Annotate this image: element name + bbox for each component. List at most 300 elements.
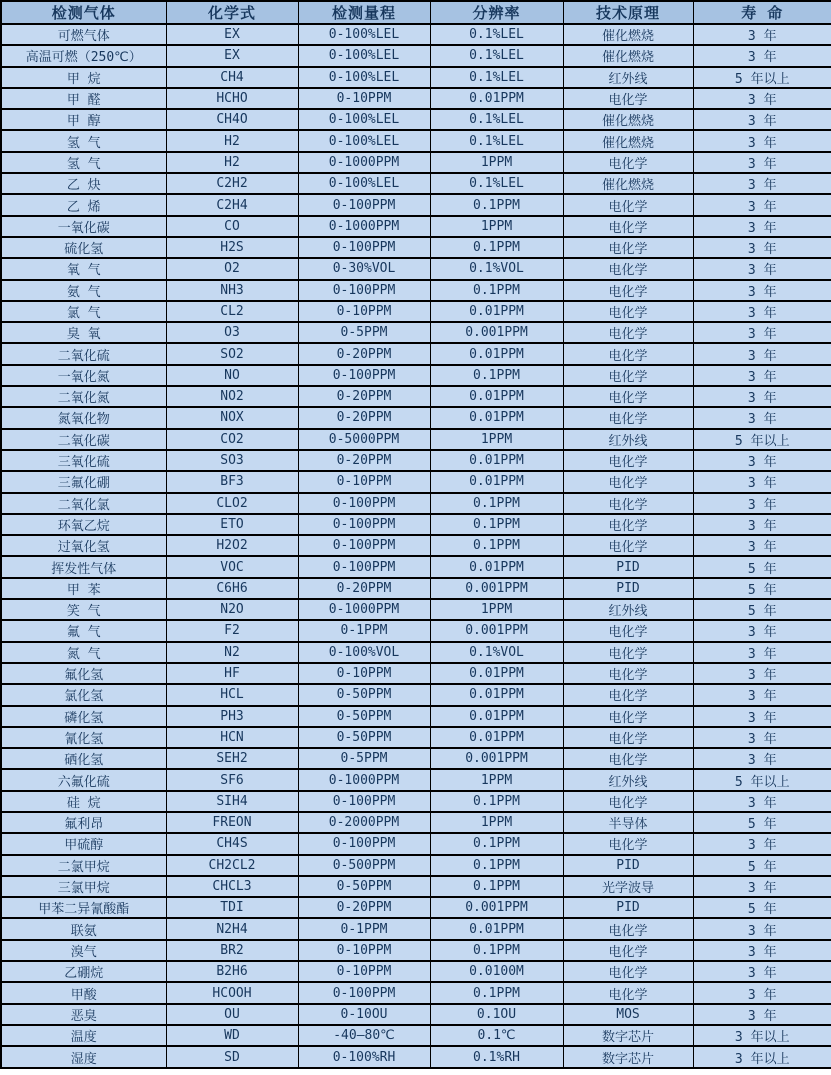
table-cell: 0.001PPM — [430, 322, 563, 343]
table-cell: 电化学 — [563, 88, 693, 109]
table-cell: 氨 气 — [1, 280, 166, 301]
table-row — [1, 706, 831, 727]
table-cell: WD — [166, 1025, 298, 1046]
table-cell: 3 年 — [693, 365, 831, 386]
table-cell: 0.01PPM — [430, 663, 563, 684]
table-cell: 三氧化硫 — [1, 450, 166, 471]
table-cell: 0.1OU — [430, 1004, 563, 1025]
table-cell: H2 — [166, 130, 298, 151]
table-row — [1, 812, 831, 833]
table-cell: 0.0100M — [430, 961, 563, 982]
table-row — [1, 493, 831, 514]
table-cell: 3 年 — [693, 940, 831, 961]
table-cell: 0-100%LEL — [298, 109, 430, 130]
table-cell: 电化学 — [563, 322, 693, 343]
table-cell: 3 年 — [693, 961, 831, 982]
table-cell: 电化学 — [563, 918, 693, 939]
table-cell: 氰化氢 — [1, 727, 166, 748]
table-cell: 0-50PPM — [298, 684, 430, 705]
table-cell: 溴气 — [1, 940, 166, 961]
table-cell: 0-50PPM — [298, 876, 430, 897]
table-cell: 0-100PPM — [298, 556, 430, 577]
table-cell: 半导体 — [563, 812, 693, 833]
table-cell: 氮 气 — [1, 642, 166, 663]
table-cell: 0-1PPM — [298, 918, 430, 939]
column-header-lifespan: 寿 命 — [693, 1, 831, 24]
table-cell: 3 年 — [693, 322, 831, 343]
table-cell: 0-100%LEL — [298, 130, 430, 151]
table-row — [1, 45, 831, 66]
table-cell: 甲 烷 — [1, 67, 166, 88]
table-cell: 0-50PPM — [298, 727, 430, 748]
table-cell: NO — [166, 365, 298, 386]
table-cell: 0.01PPM — [430, 684, 563, 705]
table-cell: 0-1PPM — [298, 620, 430, 641]
table-cell: 过氧化氢 — [1, 535, 166, 556]
table-cell: PH3 — [166, 706, 298, 727]
table-cell: 电化学 — [563, 450, 693, 471]
table-cell: H2S — [166, 237, 298, 258]
table-row — [1, 24, 831, 45]
table-row — [1, 940, 831, 961]
table-row — [1, 88, 831, 109]
table-cell: 数字芯片 — [563, 1046, 693, 1068]
table-cell: 1PPM — [430, 812, 563, 833]
table-cell: 0-100PPM — [298, 833, 430, 854]
table-cell: 3 年 — [693, 130, 831, 151]
table-cell: 温度 — [1, 1025, 166, 1046]
table-cell: 3 年 — [693, 727, 831, 748]
table-cell: 0-10PPM — [298, 471, 430, 492]
table-cell: 0-100%RH — [298, 1046, 430, 1068]
table-row — [1, 301, 831, 322]
table-cell: 0-20PPM — [298, 343, 430, 364]
table-cell: 甲 醇 — [1, 109, 166, 130]
table-cell: 0-30%VOL — [298, 258, 430, 279]
table-cell: OU — [166, 1004, 298, 1025]
table-cell: 硅 烷 — [1, 791, 166, 812]
table-cell: 二氧化硫 — [1, 343, 166, 364]
table-cell: 0-100PPM — [298, 194, 430, 215]
table-cell: 电化学 — [563, 706, 693, 727]
table-cell: 0-10PPM — [298, 961, 430, 982]
table-cell: 甲 醛 — [1, 88, 166, 109]
table-cell: 3 年 — [693, 258, 831, 279]
table-cell: 0.01PPM — [430, 88, 563, 109]
table-cell: 数字芯片 — [563, 1025, 693, 1046]
table-cell: 1PPM — [430, 216, 563, 237]
table-cell: 0.1PPM — [430, 280, 563, 301]
table-cell: 二氧化碳 — [1, 429, 166, 450]
table-cell: 1PPM — [430, 769, 563, 790]
table-cell: 3 年 — [693, 663, 831, 684]
table-cell: 0.1PPM — [430, 791, 563, 812]
table-cell: 0.01PPM — [430, 706, 563, 727]
table-cell: FREON — [166, 812, 298, 833]
table-cell: 1PPM — [430, 152, 563, 173]
table-cell: CO — [166, 216, 298, 237]
table-row — [1, 429, 831, 450]
table-row — [1, 173, 831, 194]
table-cell: 电化学 — [563, 493, 693, 514]
table-cell: 3 年 — [693, 535, 831, 556]
table-cell: 0.01PPM — [430, 386, 563, 407]
column-header-principle: 技术原理 — [563, 1, 693, 24]
table-cell: 0.1%VOL — [430, 258, 563, 279]
table-row — [1, 130, 831, 151]
table-cell: 氮氧化物 — [1, 407, 166, 428]
table-cell: 3 年 — [693, 407, 831, 428]
table-cell: 六氟化硫 — [1, 769, 166, 790]
table-cell: SO2 — [166, 343, 298, 364]
table-cell: 3 年 — [693, 450, 831, 471]
table-cell: 3 年 — [693, 982, 831, 1003]
table-cell: VOC — [166, 556, 298, 577]
table-cell: 0-50PPM — [298, 706, 430, 727]
table-cell: 二氧化氮 — [1, 386, 166, 407]
table-cell: CHCL3 — [166, 876, 298, 897]
table-cell: 0.1PPM — [430, 833, 563, 854]
table-cell: 5 年以上 — [693, 429, 831, 450]
table-cell: 0.01PPM — [430, 471, 563, 492]
table-cell: 3 年 — [693, 493, 831, 514]
table-cell: CH2CL2 — [166, 855, 298, 876]
table-row — [1, 1046, 831, 1068]
table-cell: 0-20PPM — [298, 450, 430, 471]
table-cell: HCL — [166, 684, 298, 705]
table-cell: 0.1PPM — [430, 194, 563, 215]
table-cell: 恶臭 — [1, 1004, 166, 1025]
table-cell: 3 年 — [693, 471, 831, 492]
table-cell: SEH2 — [166, 748, 298, 769]
table-cell: HCN — [166, 727, 298, 748]
table-cell: 二氯甲烷 — [1, 855, 166, 876]
table-cell: 0.1%RH — [430, 1046, 563, 1068]
table-cell: 3 年 — [693, 876, 831, 897]
table-row — [1, 961, 831, 982]
table-cell: 电化学 — [563, 216, 693, 237]
table-cell: CL2 — [166, 301, 298, 322]
table-cell: 0-2000PPM — [298, 812, 430, 833]
table-cell: 3 年 — [693, 45, 831, 66]
table-cell: B2H6 — [166, 961, 298, 982]
table-cell: 电化学 — [563, 961, 693, 982]
table-cell: 电化学 — [563, 194, 693, 215]
table-cell: 联氨 — [1, 918, 166, 939]
table-cell: 0.1%LEL — [430, 173, 563, 194]
table-cell: 氢 气 — [1, 152, 166, 173]
table-cell: 3 年 — [693, 343, 831, 364]
table-row — [1, 386, 831, 407]
table-cell: C6H6 — [166, 578, 298, 599]
table-cell: CH4O — [166, 109, 298, 130]
table-cell: 可燃气体 — [1, 24, 166, 45]
table-cell: 环氧乙烷 — [1, 514, 166, 535]
table-cell: 0.001PPM — [430, 897, 563, 918]
table-cell: 三氟化硼 — [1, 471, 166, 492]
table-cell: N2 — [166, 642, 298, 663]
table-cell: 甲酸 — [1, 982, 166, 1003]
table-row — [1, 982, 831, 1003]
table-cell: 5 年 — [693, 812, 831, 833]
table-row — [1, 556, 831, 577]
table-cell: 甲硫醇 — [1, 833, 166, 854]
table-cell: 0.01PPM — [430, 407, 563, 428]
table-cell: CH4S — [166, 833, 298, 854]
table-cell: 电化学 — [563, 365, 693, 386]
table-cell: 0-100PPM — [298, 535, 430, 556]
table-cell: 催化燃烧 — [563, 24, 693, 45]
table-cell: 氯 气 — [1, 301, 166, 322]
table-cell: 0-100%VOL — [298, 642, 430, 663]
table-cell: 0.01PPM — [430, 450, 563, 471]
table-cell: 3 年 — [693, 1004, 831, 1025]
table-cell: BR2 — [166, 940, 298, 961]
table-cell: 电化学 — [563, 642, 693, 663]
table-cell: N2H4 — [166, 918, 298, 939]
table-row — [1, 514, 831, 535]
table-cell: 0.1%LEL — [430, 24, 563, 45]
table-cell: CO2 — [166, 429, 298, 450]
table-cell: 0.1PPM — [430, 365, 563, 386]
table-row — [1, 684, 831, 705]
table-cell: 5 年 — [693, 578, 831, 599]
table-row — [1, 918, 831, 939]
table-cell: 3 年 — [693, 88, 831, 109]
table-cell: 0-100%LEL — [298, 45, 430, 66]
table-cell: 0.1PPM — [430, 493, 563, 514]
table-cell: 3 年以上 — [693, 1025, 831, 1046]
table-cell: 0.001PPM — [430, 620, 563, 641]
table-cell: 0-10PPM — [298, 301, 430, 322]
column-header-formula: 化学式 — [166, 1, 298, 24]
table-cell: 甲苯二异氰酸酯 — [1, 897, 166, 918]
table-cell: 0-100PPM — [298, 982, 430, 1003]
table-row — [1, 727, 831, 748]
table-row — [1, 535, 831, 556]
table-header-row — [1, 1, 831, 24]
table-cell: 0-10PPM — [298, 663, 430, 684]
table-cell: 氧 气 — [1, 258, 166, 279]
table-cell: 臭 氧 — [1, 322, 166, 343]
table-body — [1, 24, 831, 1068]
table-cell: PID — [563, 897, 693, 918]
table-cell: NOX — [166, 407, 298, 428]
table-cell: 0.1PPM — [430, 535, 563, 556]
table-cell: 电化学 — [563, 940, 693, 961]
table-cell: 0.1%LEL — [430, 109, 563, 130]
table-cell: 0.01PPM — [430, 556, 563, 577]
table-cell: 0.1PPM — [430, 876, 563, 897]
table-cell: 0-5PPM — [298, 322, 430, 343]
table-cell: 0.001PPM — [430, 578, 563, 599]
table-cell: PID — [563, 855, 693, 876]
table-cell: CLO2 — [166, 493, 298, 514]
table-row — [1, 407, 831, 428]
table-row — [1, 67, 831, 88]
table-cell: 电化学 — [563, 684, 693, 705]
table-cell: 0.1PPM — [430, 514, 563, 535]
table-cell: 3 年 — [693, 173, 831, 194]
table-cell: N2O — [166, 599, 298, 620]
table-cell: 0-100PPM — [298, 791, 430, 812]
table-cell: 0.001PPM — [430, 748, 563, 769]
table-cell: 0-500PPM — [298, 855, 430, 876]
table-cell: 3 年 — [693, 918, 831, 939]
table-cell: 磷化氢 — [1, 706, 166, 727]
table-cell: SF6 — [166, 769, 298, 790]
table-cell: 3 年 — [693, 642, 831, 663]
table-cell: 0-1000PPM — [298, 216, 430, 237]
table-cell: 3 年 — [693, 109, 831, 130]
table-cell: 0.1%LEL — [430, 130, 563, 151]
table-cell: 电化学 — [563, 471, 693, 492]
table-cell: 乙 炔 — [1, 173, 166, 194]
table-cell: 3 年 — [693, 706, 831, 727]
table-cell: 0-1000PPM — [298, 599, 430, 620]
table-cell: 0-100PPM — [298, 237, 430, 258]
table-row — [1, 1004, 831, 1025]
table-row — [1, 599, 831, 620]
table-cell: 3 年以上 — [693, 1046, 831, 1068]
table-cell: 电化学 — [563, 982, 693, 1003]
table-cell: 3 年 — [693, 280, 831, 301]
table-cell: 3 年 — [693, 152, 831, 173]
table-cell: 0-20PPM — [298, 407, 430, 428]
table-row — [1, 194, 831, 215]
table-row — [1, 578, 831, 599]
table-cell: 电化学 — [563, 748, 693, 769]
table-row — [1, 365, 831, 386]
table-cell: 氟利昂 — [1, 812, 166, 833]
table-cell: 0-5PPM — [298, 748, 430, 769]
table-row — [1, 791, 831, 812]
table-cell: 红外线 — [563, 599, 693, 620]
table-cell: 1PPM — [430, 599, 563, 620]
table-cell: 氢 气 — [1, 130, 166, 151]
table-row — [1, 237, 831, 258]
table-cell: 3 年 — [693, 514, 831, 535]
table-row — [1, 642, 831, 663]
table-cell: 二氧化氯 — [1, 493, 166, 514]
table-cell: BF3 — [166, 471, 298, 492]
table-cell: 3 年 — [693, 386, 831, 407]
table-cell: 0.01PPM — [430, 918, 563, 939]
table-cell: 0.1%LEL — [430, 45, 563, 66]
table-cell: 一氧化氮 — [1, 365, 166, 386]
table-cell: 电化学 — [563, 301, 693, 322]
column-header-gas: 检测气体 — [1, 1, 166, 24]
table-cell: NO2 — [166, 386, 298, 407]
table-cell: 0.01PPM — [430, 727, 563, 748]
table-cell: 5 年 — [693, 897, 831, 918]
table-row — [1, 322, 831, 343]
table-cell: 0-1000PPM — [298, 152, 430, 173]
table-cell: MOS — [563, 1004, 693, 1025]
table-cell: PID — [563, 556, 693, 577]
table-cell: 0.01PPM — [430, 301, 563, 322]
table-row — [1, 216, 831, 237]
table-cell: H2 — [166, 152, 298, 173]
table-cell: 氟 气 — [1, 620, 166, 641]
table-cell: 电化学 — [563, 791, 693, 812]
table-cell: 乙硼烷 — [1, 961, 166, 982]
table-row — [1, 876, 831, 897]
table-cell: 0-20PPM — [298, 386, 430, 407]
table-cell: 3 年 — [693, 216, 831, 237]
table-cell: 电化学 — [563, 407, 693, 428]
table-cell: 0-5000PPM — [298, 429, 430, 450]
table-cell: 0-100PPM — [298, 493, 430, 514]
table-cell: 3 年 — [693, 237, 831, 258]
table-cell: 0.1%LEL — [430, 67, 563, 88]
table-cell: 0-1000PPM — [298, 769, 430, 790]
table-row — [1, 663, 831, 684]
table-cell: 催化燃烧 — [563, 130, 693, 151]
table-cell: EX — [166, 45, 298, 66]
table-cell: SO3 — [166, 450, 298, 471]
table-cell: 5 年 — [693, 556, 831, 577]
table-cell: 0-100%LEL — [298, 67, 430, 88]
table-cell: 0.1%VOL — [430, 642, 563, 663]
table-cell: ETO — [166, 514, 298, 535]
table-cell: HF — [166, 663, 298, 684]
table-cell: 0-100PPM — [298, 280, 430, 301]
table-cell: 5 年 — [693, 855, 831, 876]
table-row — [1, 769, 831, 790]
table-cell: 笑 气 — [1, 599, 166, 620]
table-cell: 0.1℃ — [430, 1025, 563, 1046]
table-cell: 0-100%LEL — [298, 24, 430, 45]
table-cell: HCHO — [166, 88, 298, 109]
table-cell: 电化学 — [563, 833, 693, 854]
table-cell: 挥发性气体 — [1, 556, 166, 577]
table-cell: SIH4 — [166, 791, 298, 812]
table-cell: 电化学 — [563, 663, 693, 684]
table-cell: PID — [563, 578, 693, 599]
table-row — [1, 748, 831, 769]
table-row — [1, 833, 831, 854]
table-cell: 0.1PPM — [430, 855, 563, 876]
table-cell: F2 — [166, 620, 298, 641]
table-cell: 0-100%LEL — [298, 173, 430, 194]
column-header-resolution: 分辨率 — [430, 1, 563, 24]
table-cell: 电化学 — [563, 152, 693, 173]
table-cell: 催化燃烧 — [563, 173, 693, 194]
table-row — [1, 109, 831, 130]
table-cell: 硫化氢 — [1, 237, 166, 258]
table-cell: C2H4 — [166, 194, 298, 215]
table-cell: 3 年 — [693, 748, 831, 769]
table-cell: 0.1PPM — [430, 982, 563, 1003]
table-cell: 甲 苯 — [1, 578, 166, 599]
table-cell: 0-10PPM — [298, 88, 430, 109]
table-cell: 催化燃烧 — [563, 45, 693, 66]
table-row — [1, 258, 831, 279]
table-row — [1, 620, 831, 641]
table-cell: 硒化氢 — [1, 748, 166, 769]
table-cell: 3 年 — [693, 833, 831, 854]
table-cell: 电化学 — [563, 386, 693, 407]
table-row — [1, 1025, 831, 1046]
table-cell: 高温可燃（250℃） — [1, 45, 166, 66]
table-cell: H2O2 — [166, 535, 298, 556]
table-cell: CH4 — [166, 67, 298, 88]
table-cell: 0.01PPM — [430, 343, 563, 364]
table-cell: 3 年 — [693, 791, 831, 812]
table-cell: 0-100PPM — [298, 514, 430, 535]
table-cell: 0-10OU — [298, 1004, 430, 1025]
